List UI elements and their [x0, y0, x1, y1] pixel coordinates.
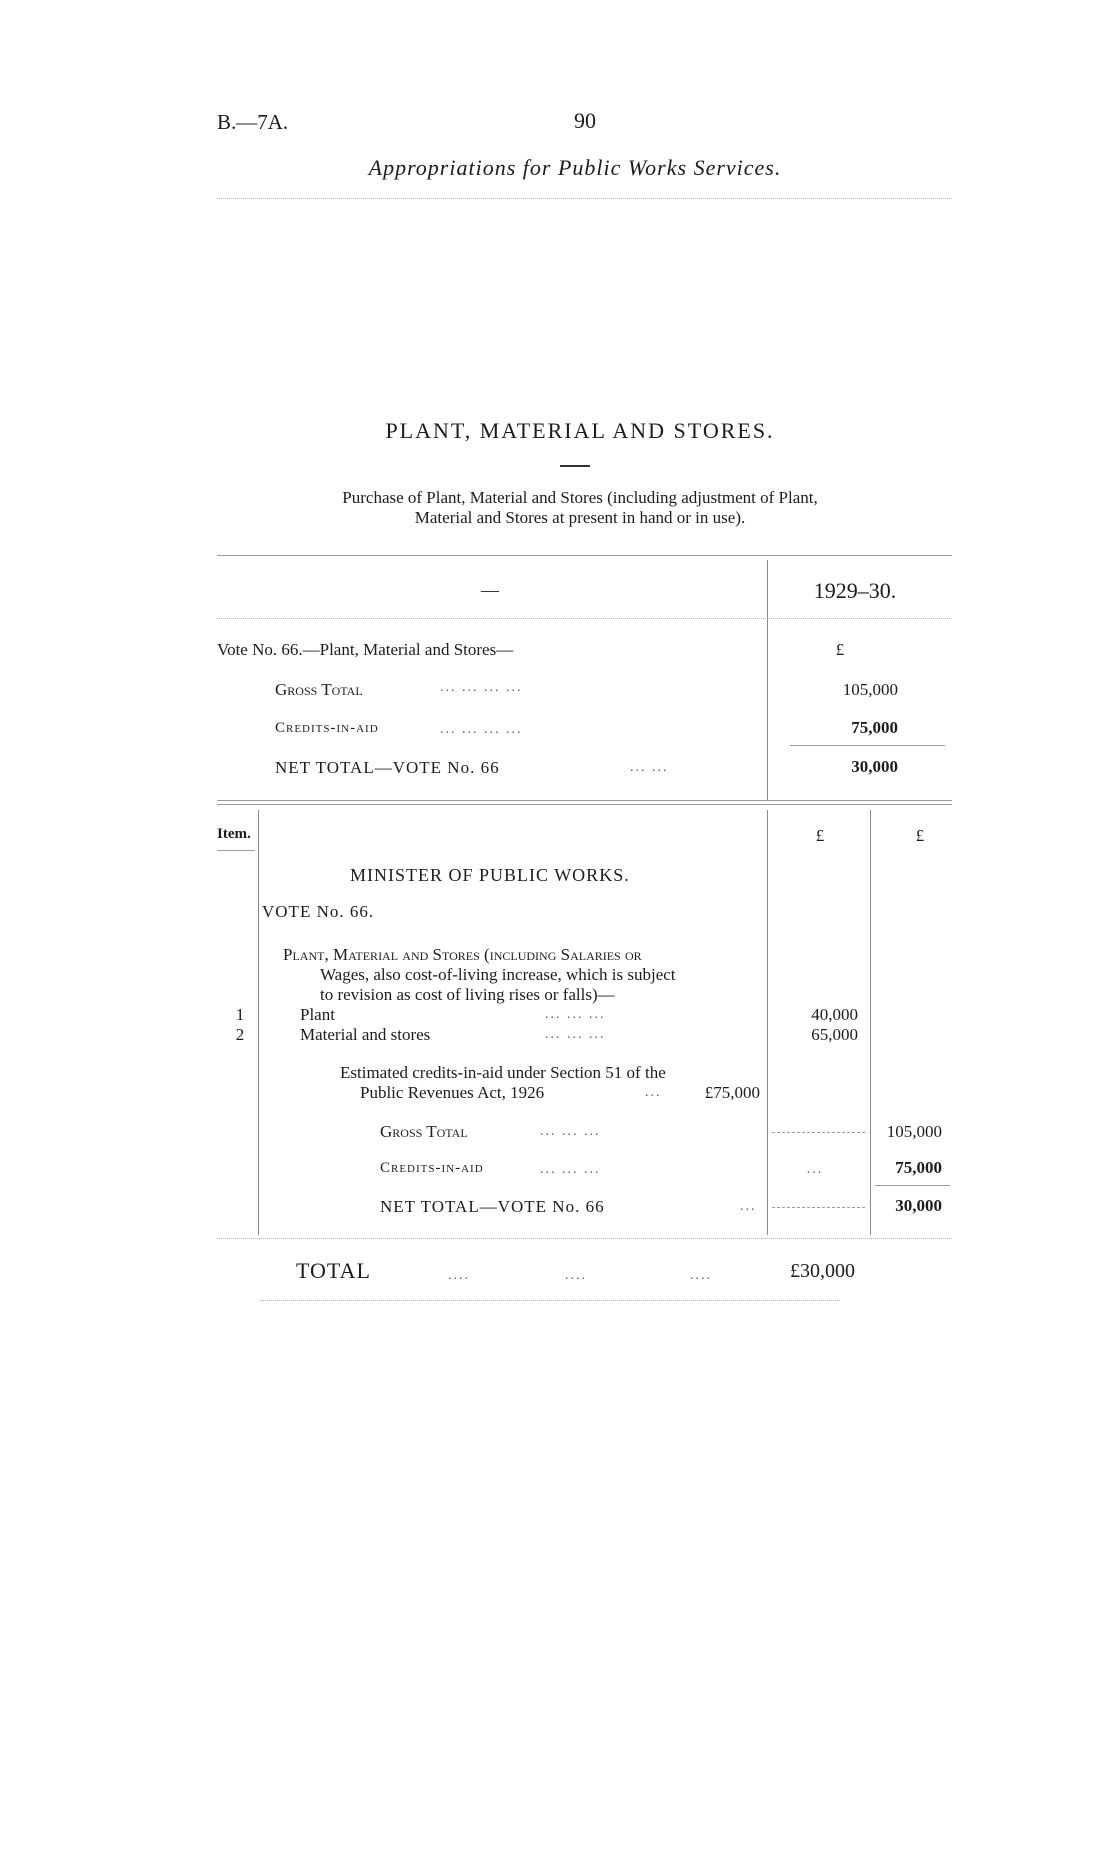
detail-description-line2: Wages, also cost-of-living increase, which is subject: [320, 965, 676, 984]
detail-item-number: 1: [235, 1005, 245, 1024]
detail-item-header-rule: [217, 850, 255, 851]
grand-total-rule: [260, 1300, 840, 1301]
detail-credits-note-line2: Public Revenues Act, 1926: [360, 1083, 545, 1102]
summary-header-year: 1929–30.: [813, 578, 897, 603]
summary-gross-total-value: 105,000: [842, 680, 898, 699]
detail-credits-rule: [875, 1185, 950, 1186]
detail-bottom-rule: [217, 1238, 952, 1239]
detail-gross-total-dots: ... ... ...: [540, 1124, 601, 1139]
detail-currency-col1: £: [815, 826, 825, 845]
summary-vote-label: Vote No. 66.—Plant, Material and Stores—: [217, 640, 514, 659]
summary-credits-value: 75,000: [851, 718, 898, 737]
summary-net-total-dots: ... ...: [630, 760, 669, 775]
running-title: Appropriations for Public Works Services.: [368, 155, 782, 180]
detail-credits-note-amount: £75,000: [704, 1083, 760, 1102]
summary-header-left: —: [481, 580, 499, 600]
detail-net-total-value: 30,000: [895, 1196, 942, 1215]
detail-description-line1: [283, 945, 642, 965]
page-number: 90: [574, 108, 596, 133]
summary-header-rule: [217, 618, 952, 619]
summary-currency: £: [835, 640, 845, 659]
detail-gross-total-label: Gross Total: [380, 1122, 468, 1141]
detail-credits-label: Credits-in-aid: [380, 1160, 484, 1176]
detail-net-total-leader: [772, 1207, 865, 1208]
detail-item-header: Item.: [217, 826, 251, 842]
summary-gross-total-dots: ... ... ... ...: [440, 680, 523, 695]
header-rule: [217, 198, 952, 199]
detail-item-column-divider: [258, 810, 259, 1235]
detail-net-total-label: NET TOTAL—VOTE No. 66: [380, 1197, 605, 1216]
detail-credits-dots: ... ... ...: [540, 1162, 601, 1177]
detail-credits-col1-dots: ...: [806, 1162, 824, 1177]
detail-item-label: Plant: [300, 1005, 335, 1024]
detail-item-amount: 65,000: [811, 1025, 858, 1044]
detail-vote-heading: VOTE No. 66.: [262, 902, 375, 921]
summary-credits-dots: ... ... ... ...: [440, 722, 523, 737]
grand-total-dots-1: ....: [448, 1268, 470, 1283]
detail-item-dots: ... ... ...: [545, 1027, 606, 1042]
summary-credits-rule: [790, 745, 945, 746]
grand-total-dots-2: ....: [565, 1268, 587, 1283]
grand-total-dots-3: ....: [690, 1268, 712, 1283]
detail-credits-note-dots: ...: [645, 1085, 662, 1100]
summary-net-total-label: NET TOTAL—VOTE No. 66: [275, 758, 500, 777]
document-reference: B.—7A.: [217, 110, 289, 134]
detail-currency-col2: £: [915, 826, 925, 845]
summary-bottom-rule: [217, 800, 952, 801]
detail-item-amount: 40,000: [811, 1005, 858, 1024]
summary-top-rule: [217, 555, 952, 556]
detail-gross-total-value: 105,000: [886, 1122, 942, 1141]
summary-net-total-value: 30,000: [851, 757, 898, 776]
detail-net-total-dots: ...: [740, 1199, 757, 1214]
detail-description-line3: to revision as cost of living rises or falls)—: [320, 985, 615, 1004]
detail-description-text: Plant, Material and Stores (including Salaries or: [283, 945, 642, 964]
section-title: PLANT, MATERIAL AND STORES.: [385, 418, 775, 443]
grand-total-value: £30,000: [790, 1260, 855, 1282]
detail-gross-total-leader: [772, 1132, 865, 1133]
detail-item-label: Material and stores: [300, 1025, 431, 1044]
detail-item-dots: ... ... ...: [545, 1007, 606, 1022]
summary-gross-total-label: Gross Total: [275, 680, 363, 699]
detail-item-number: 2: [235, 1025, 245, 1044]
section-description-line1: Purchase of Plant, Material and Stores (including adjustment of Plant,: [342, 488, 818, 507]
detail-credits-value: 75,000: [895, 1158, 942, 1177]
grand-total-label: TOTAL: [296, 1258, 371, 1283]
summary-credits-label: Credits-in-aid: [275, 720, 379, 736]
section-description-line2: Material and Stores at present in hand or in use).: [414, 508, 746, 527]
detail-minister-heading: MINISTER OF PUBLIC WORKS.: [350, 865, 630, 885]
detail-total-column-divider: [870, 810, 871, 1235]
summary-column-divider: [767, 560, 768, 800]
detail-amount-column-divider: [767, 810, 768, 1235]
summary-bottom-rule-2: [217, 804, 952, 805]
detail-credits-note-line1: Estimated credits-in-aid under Section 51 of the: [340, 1063, 666, 1082]
section-title-rule: [560, 465, 590, 467]
